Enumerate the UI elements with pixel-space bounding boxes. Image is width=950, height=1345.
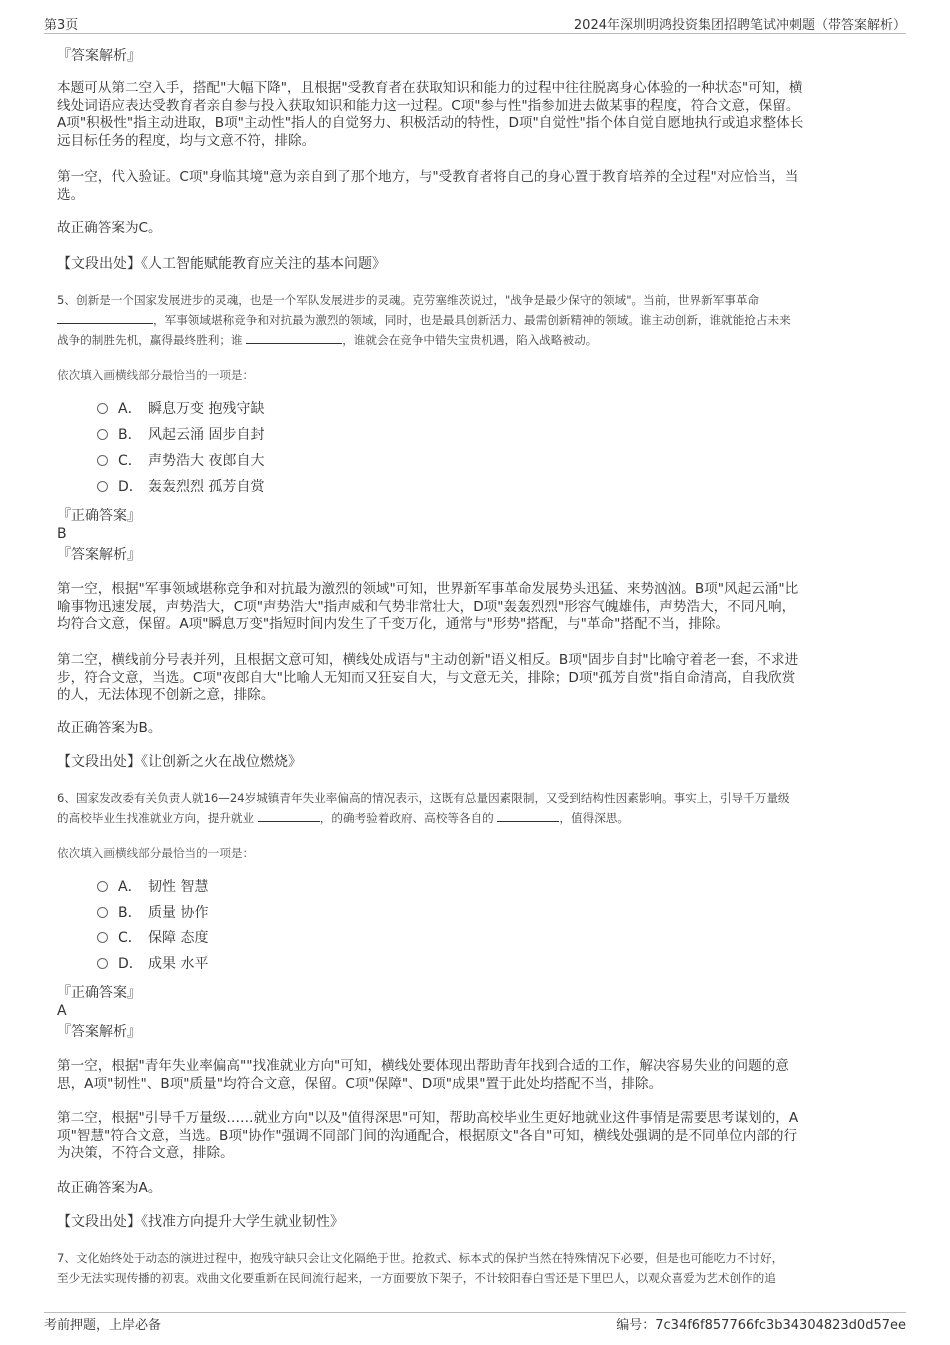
text-line: 步，符合文意，当选。C项"夜郎自大"比喻人无知而又狂妄自大，与文意无关，排除；D项"孤芳自赏"指自命清高，自我欣赏 [57, 669, 796, 686]
text-line: 第一空，根据"军事领域堪称竞争和对抗最为激烈的领域"可知，世界新军事革命发展势头迅猛、来势汹汹。B项"风起云涌"比 [57, 581, 799, 597]
text-line: 至少无法实现传播的初衷。戏曲文化要重新在民间流行起来，一方面要放下架子，不计较阳春白雪还是下里巴人，以观众喜爱为艺术创作的追 [57, 1271, 776, 1285]
q5-stem [57, 290, 892, 350]
text-line: 第二空，根据"引导千万量级……就业方向"以及"值得深思"可知，帮助高校毕业生更好地就业这件事情是需要思考谋划的，A [57, 1110, 799, 1126]
q6-source: 【文段出处】《找准方向提升大学生就业韧性》 [57, 1214, 344, 1230]
fill-blank-2 [497, 809, 559, 822]
radio-icon[interactable] [97, 932, 108, 943]
text-line: 7、文化始终处于动态的演进过程中，抱残守缺只会让文化隔绝于世。抢救式、标本式的保护当然在特殊情况下必要，但是也可能吃力不讨好， [57, 1251, 784, 1265]
radio-icon[interactable] [97, 907, 108, 918]
fill-blank-1 [57, 311, 153, 324]
text-line: 喻事物迅速发展，声势浩大，C项"声势浩大"指声威和气势非常壮大，D项"轰轰烈烈"形容气魄雄伟，声势浩大，不同凡响， [57, 598, 796, 615]
radio-icon[interactable] [97, 481, 108, 492]
text-line: 战争的制胜先机，赢得最终胜利；谁 ，谁就会在竞争中错失宝贵机遇，陷入战略被动。 [57, 333, 598, 347]
q5-correct-answer: B [57, 526, 67, 542]
q6-option-b[interactable]: B． 质量 协作 [97, 903, 208, 923]
text-line: 远目标任务的程度，均与文意不符，排除。 [57, 132, 316, 149]
text-line: ，军事领域堪称竞争和对抗最为激烈的领域，同时，也是最具创新活力、最需创新精神的领域。谁主动创新，谁就能抢占未来 [57, 310, 892, 330]
text-line: 第一空，代入验证。C项"身临其境"意为亲自到了那个地方，与"受教育者将自己的身心置于教育培养的全过程"对应恰当，当 [57, 169, 799, 185]
text-line: 选。 [57, 186, 85, 203]
q7-stem [57, 1248, 892, 1288]
q5-analysis-label: 『答案解析』 [57, 547, 141, 563]
q5-analysis-para1 [57, 581, 892, 634]
text-line: A项"积极性"指主动进取，B项"主动性"指人的自觉努力、积极活动的特性，D项"自觉性"指个体自觉自愿地执行或追求整体长 [57, 115, 804, 131]
q6-analysis-para1 [57, 1058, 892, 1093]
page-header [44, 14, 906, 34]
radio-icon[interactable] [97, 958, 108, 969]
text-line: 的人，无法体现不创新之意，排除。 [57, 687, 275, 703]
q4-source: 【文段出处】《人工智能赋能教育应关注的基本问题》 [57, 256, 386, 272]
q6-correct-label: 『正确答案』 [57, 985, 141, 1001]
footer-slogan: 考前押题，上岸必备 [44, 1318, 162, 1333]
footer-divider [44, 1312, 906, 1313]
q5-instruction: 依次填入画横线部分最恰当的一项是： [57, 368, 255, 382]
text-line: 为决策，不符合文意，排除。 [57, 1145, 234, 1161]
q4-analysis-para2 [57, 169, 892, 204]
q6-analysis-para2 [57, 1110, 892, 1163]
radio-icon[interactable] [97, 455, 108, 466]
text-line: 均符合文意，保留。A项"瞬息万变"指短时间内发生了千变万化，通常与"形势"搭配，与"革命"搭配不当，排除。 [57, 616, 730, 632]
text-line: 思，A项"韧性"、B项"质量"均符合文意，保留。C项"保障"、D项"成果"置于此处均搭配不当，排除。 [57, 1075, 663, 1092]
radio-icon[interactable] [97, 403, 108, 414]
document-title: 2024年深圳明鸿投资集团招聘笔试冲刺题（带答案解析） [573, 18, 906, 33]
q5-option-d[interactable]: D． 轰轰烈烈 孤芳自赏 [97, 477, 264, 497]
q4-conclusion: 故正确答案为C。 [57, 220, 162, 236]
document-id: 编号：7c34f6f857766fc3b34304823d0d57ee [616, 1318, 906, 1333]
q6-conclusion: 故正确答案为A。 [57, 1180, 162, 1196]
text-line: 本题可从第二空入手，搭配"大幅下降"，且根据"受教育者在获取知识和能力的过程中往往脱离身心体验的一种状态"可知，横 [57, 80, 803, 96]
q6-option-c[interactable]: C． 保障 态度 [97, 928, 208, 948]
text-line: 项"智慧"符合文意，当选。B项"协作"强调不同部门间的沟通配合，根据原文"各自"可知，横线处强调的是不同单位内部的行 [57, 1127, 798, 1144]
q5-source: 【文段出处】《让创新之火在战位燃烧》 [57, 754, 302, 770]
q5-option-b[interactable]: B． 风起云涌 固步自封 [97, 425, 264, 445]
fill-blank-1 [258, 809, 320, 822]
q6-option-d[interactable]: D． 成果 水平 [97, 954, 208, 974]
q5-option-a[interactable]: A． 瞬息万变 抱残守缺 [97, 399, 264, 419]
q6-analysis-label: 『答案解析』 [57, 1024, 141, 1040]
q6-correct-answer: A [57, 1003, 67, 1019]
header-divider [44, 33, 906, 34]
text-line: 第二空，横线前分号表并列，且根据文意可知，横线处成语与"主动创新"语义相反。B项"固步自封"比喻守着老一套，不求进 [57, 652, 799, 668]
q5-correct-label: 『正确答案』 [57, 508, 141, 524]
q6-option-a[interactable]: A． 韧性 智慧 [97, 877, 208, 897]
text-line: 第一空，根据"青年失业率偏高""找准就业方向"可知，横线处要体现出帮助青年找到合适的工作，解决容易失业的问题的意 [57, 1058, 789, 1074]
q4-analysis-label: 『答案解析』 [57, 48, 141, 64]
q5-conclusion: 故正确答案为B。 [57, 720, 162, 736]
q5-analysis-para2 [57, 652, 892, 705]
q6-stem [57, 788, 892, 828]
radio-icon[interactable] [97, 881, 108, 892]
radio-icon[interactable] [97, 429, 108, 440]
q4-analysis-para1 [57, 80, 892, 150]
page-number: 第3页 [44, 18, 79, 33]
text-line: 6、国家发改委有关负责人就16—24岁城镇青年失业率偏高的情况表示，这既有总量因素限制，又受到结构性因素影响。事实上，引导千万量级 [57, 791, 790, 805]
q5-option-c[interactable]: C． 声势浩大 夜郎自大 [97, 451, 264, 471]
text-line: 线处词语应表达受教育者亲自参与投入获取知识和能力这一过程。C项"参与性"指参加进去做某事的程度，符合文意，保留。 [57, 97, 800, 114]
text-line: 的高校毕业生找准就业方向，提升就业 ，的确考验着政府、高校等各自的 ，值得深思。 [57, 811, 629, 825]
text-line: 5、创新是一个国家发展进步的灵魂，也是一个军队发展进步的灵魂。克劳塞维茨说过，"战争是最少保守的领域"。当前，世界新军事革命 [57, 293, 760, 307]
q6-instruction: 依次填入画横线部分最恰当的一项是： [57, 846, 255, 860]
fill-blank-2 [246, 331, 342, 344]
